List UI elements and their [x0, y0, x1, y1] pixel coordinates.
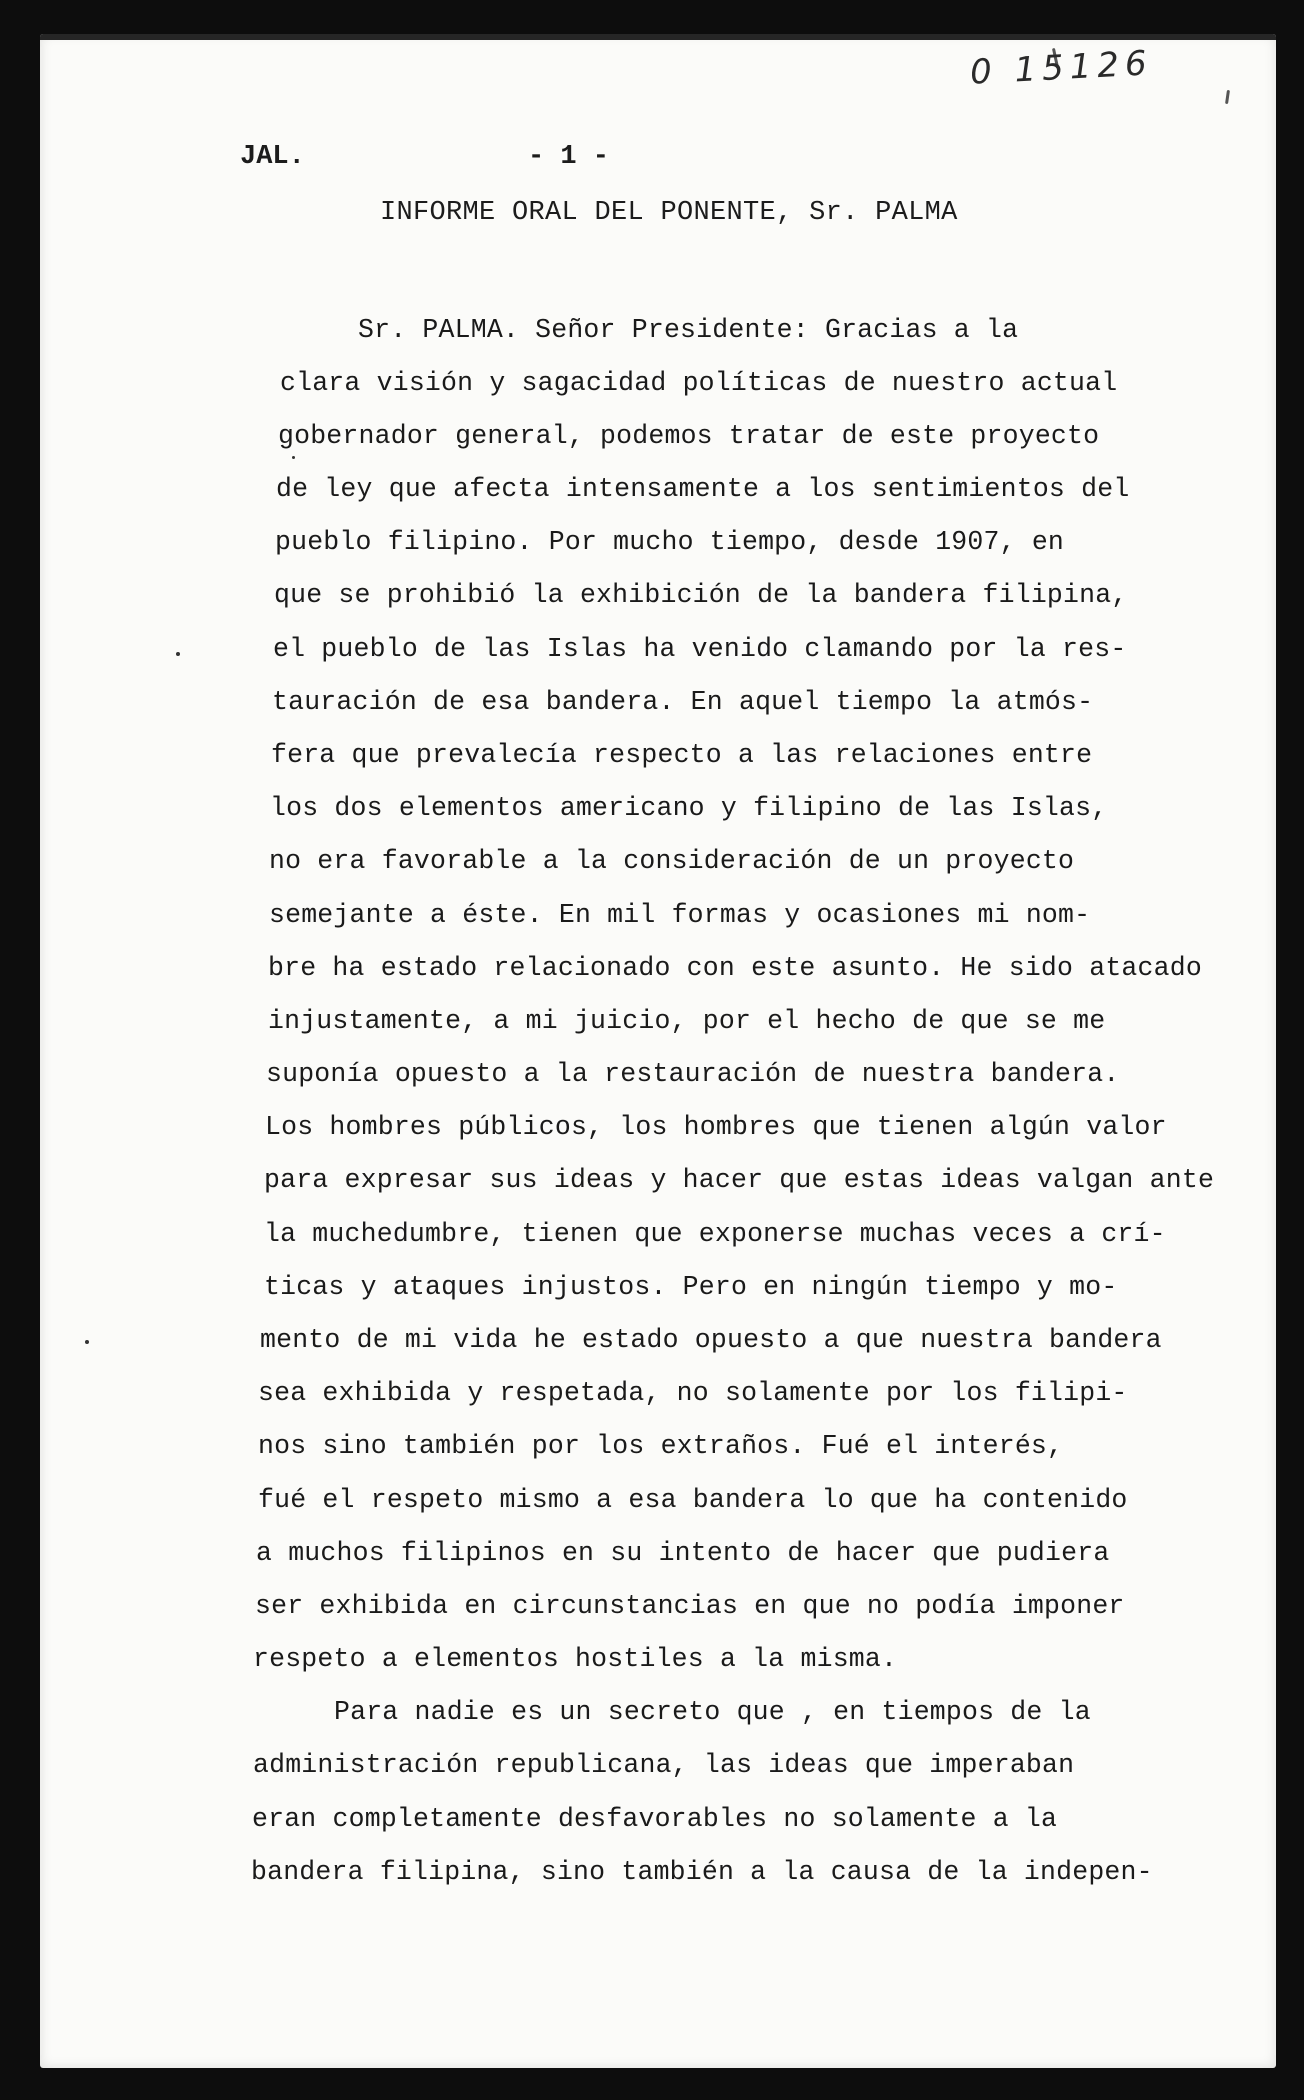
- text-line: los dos elementos americano y filipino de las Islas,: [270, 793, 1108, 823]
- text-line: Sr. PALMA. Señor Presidente: Gracias a la: [358, 315, 1019, 345]
- text-line: eran completamente desfavorables no solamente a la: [252, 1804, 1058, 1834]
- text-line: mento de mi vida he estado opuesto a que nuestra bandera: [260, 1325, 1162, 1355]
- text-line: de ley que afecta intensamente a los sentimientos del: [276, 474, 1130, 504]
- text-line: a muchos filipinos en su intento de hacer que pudiera: [256, 1538, 1110, 1568]
- page-number: - 1 -: [528, 142, 610, 172]
- text-line: suponía opuesto a la restauración de nuestra bandera.: [266, 1059, 1120, 1089]
- text-line: ticas y ataques injustos. Pero en ningún tiempo y mo-: [264, 1272, 1118, 1302]
- paper-speck: [292, 456, 295, 459]
- paper-speck: [176, 652, 180, 656]
- archive-number: 0 15126: [969, 43, 1154, 93]
- text-line: que se prohibió la exhibición de la bandera filipina,: [274, 580, 1128, 610]
- document-title: INFORME ORAL DEL PONENTE, Sr. PALMA: [380, 198, 958, 228]
- text-line: bandera filipina, sino también a la causa de la indepen-: [251, 1857, 1153, 1887]
- paper-speck: [85, 1340, 89, 1344]
- text-line: no era favorable a la consideración de un proyecto: [269, 846, 1075, 876]
- text-line: semejante a éste. En mil formas y ocasiones mi nom-: [269, 900, 1091, 930]
- text-line: administración republicana, las ideas que imperaban: [253, 1750, 1075, 1780]
- text-line: fera que prevalecía respecto a las relaciones entre: [271, 740, 1093, 770]
- text-line: injustamente, a mi juicio, por el hecho de que se me: [268, 1006, 1106, 1036]
- text-line: el pueblo de las Islas ha venido clamando por la res-: [273, 634, 1127, 664]
- page-top-edge: [40, 34, 1276, 40]
- text-line: sea exhibida y respetada, no solamente por los filipi-: [258, 1378, 1128, 1408]
- text-line: Los hombres públicos, los hombres que tienen algún valor: [265, 1112, 1167, 1142]
- text-line: respeto a elementos hostiles a la misma.: [253, 1644, 898, 1674]
- text-line: fué el respeto mismo a esa bandera lo que ha contenido: [258, 1485, 1128, 1515]
- text-line: bre ha estado relacionado con este asunto. He sido atacado: [268, 953, 1202, 983]
- text-line: gobernador general, podemos tratar de este proyecto: [278, 421, 1100, 451]
- header-initials: JAL.: [240, 142, 305, 172]
- text-line: tauración de esa bandera. En aquel tiempo la atmós-: [272, 687, 1094, 717]
- text-line: Para nadie es un secreto que , en tiempos de la: [334, 1697, 1091, 1727]
- text-line: nos sino también por los extraños. Fué el interés,: [258, 1431, 1064, 1461]
- text-line: para expresar sus ideas y hacer que estas ideas valgan ante: [264, 1165, 1215, 1195]
- text-line: pueblo filipino. Por mucho tiempo, desde 1907, en: [275, 527, 1065, 557]
- text-line: clara visión y sagacidad políticas de nuestro actual: [280, 368, 1118, 398]
- text-line: ser exhibida en circunstancias en que no podía imponer: [255, 1591, 1125, 1621]
- text-line: la muchedumbre, tienen que exponerse muchas veces a crí-: [264, 1219, 1166, 1249]
